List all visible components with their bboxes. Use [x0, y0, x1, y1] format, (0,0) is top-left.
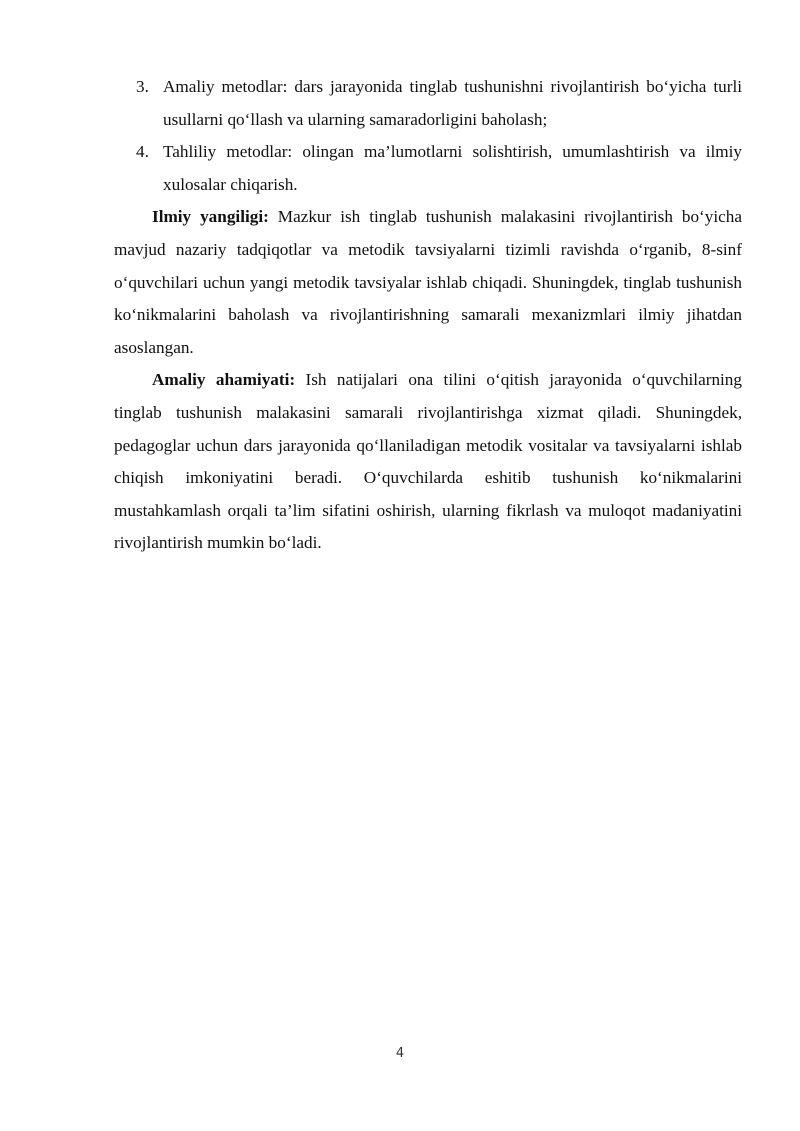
page-number: 4	[395, 1046, 405, 1061]
page-content	[114, 71, 742, 560]
list-item-methods-practical	[114, 71, 742, 136]
practical-significance-text: Ish natijalari ona tilini o‘qitish jarayonida o‘quvchilarning tinglab tushunish malakasini samarali rivojlantirishga xizmat qiladi. Shuningdek, pedagoglar uchun dars jarayonida qo‘llaniladigan metodik vositalar va tavsiyalarni ishlab chiqish imkoniyatini beradi. O‘quvchilarda eshitib tushunish ko‘nikmalarini mustahkamlash orqali ta’lim sifatini oshirish, ularning fikrlash va muloqot madaniyatini rivojlantirish mumkin bo‘ladi.	[114, 370, 742, 553]
list-item-text: Amaliy metodlar: dars jarayonida tinglab tushunishni rivojlantirish bo‘yicha turli usullarni qo‘llash va ularning samaradorligini baholash;	[163, 77, 742, 129]
scientific-novelty-heading: Ilmiy yangiligi:	[152, 207, 269, 227]
scientific-novelty-text: Mazkur ish tinglab tushunish malakasini rivojlantirish bo‘yicha mavjud nazariy tadqiqotlar va metodik tavsiyalarni tizimli ravishda o‘rganib, 8-sinf o‘quvchilari uchun yangi metodik tavsiyalar ishlab chiqadi. Shuningdek, tinglab tushunish ko‘nikmalarini baholash va rivojlantirishning samarali mexanizmlari ilmiy jihatdan asoslangan.	[114, 207, 742, 357]
list-item-methods-analytical	[114, 136, 742, 201]
practical-significance-paragraph	[114, 364, 742, 560]
list-item-text: Tahliliy metodlar: olingan ma’lumotlarni solishtirish, umumlashtirish va ilmiy xulosalar chiqarish.	[163, 142, 742, 194]
scientific-novelty-paragraph	[114, 201, 742, 364]
practical-significance-heading: Amaliy ahamiyati:	[152, 370, 296, 390]
list-item-number: 4.	[136, 142, 149, 162]
list-item-number: 3.	[136, 77, 149, 96]
